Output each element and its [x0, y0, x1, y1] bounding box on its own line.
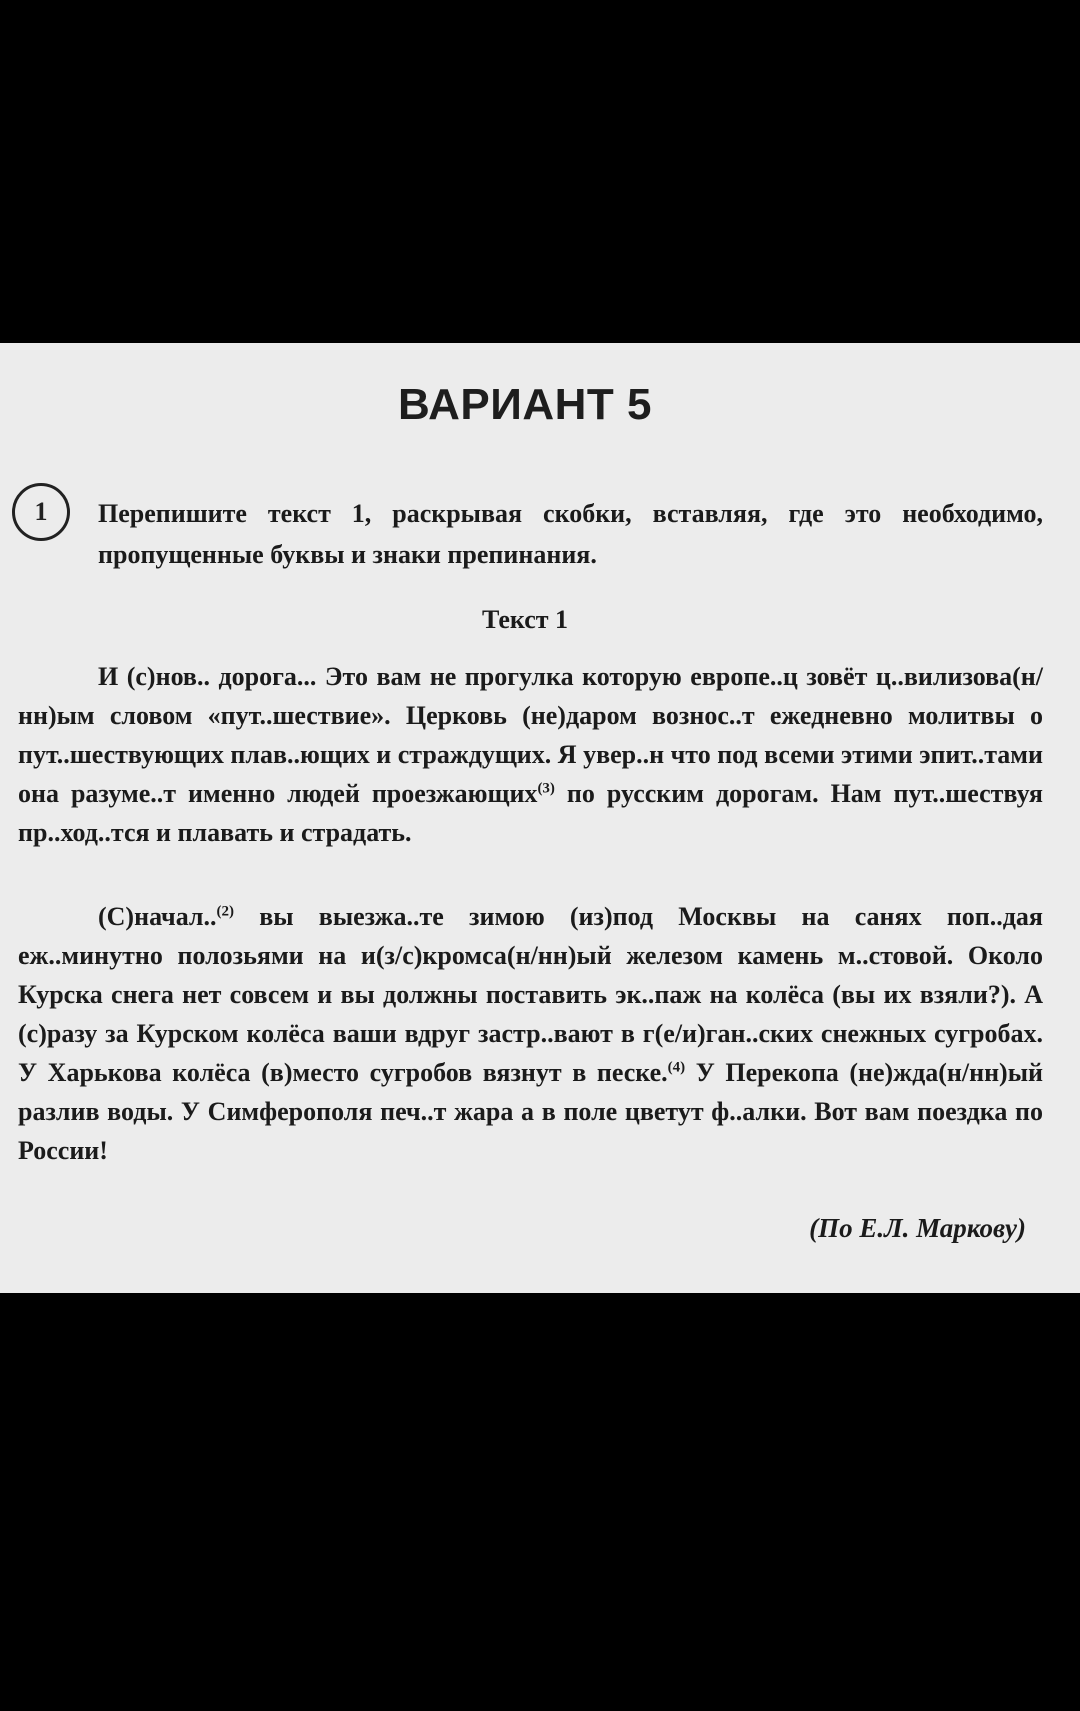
paragraph-2-part-2: вы выезжа..те зимою (из)под Москвы на санях поп..дая еж..минутно полозьями на и(з/с)кромса(н/нн)ый железом камень м..стовой. Около Курска снега нет совсем и вы должны поставить эк..паж на колёса (вы их взяли?). А (с)разу за Курском колёса ваши вдруг застр..вают в г(е/и)ган..ских снежных сугробах. У Харькова колёса (в)место сугробов вязнут в песке. — [18, 902, 1043, 1087]
paragraph-1-part-1: И (с)нов.. дорога... Это вам не прогулка которую европе..ц зовёт ц..вилизова(н/нн)ым словом «пут..шествие». Церковь (не)даром вознос..т ежедневно молитвы о пут..шествующих плав..ющих и страждущих. Я увер..н что под всеми этими эпит..тами она разуме..т именно людей проезжающих — [18, 662, 1043, 808]
variant-title: ВАРИАНТ 5 — [398, 380, 652, 429]
text-paragraph-1 — [18, 657, 1043, 852]
text-paragraph-2 — [18, 897, 1043, 1170]
footnote-4: (4) — [667, 1059, 686, 1076]
task-instruction: Перепишите текст 1, раскрывая скобки, вставляя, где это необходимо, пропущенные буквы и знаки препинания. — [98, 499, 1043, 569]
textbook-page — [0, 343, 1080, 1293]
footnote-2: (2) — [216, 903, 235, 920]
task-number-badge: 1 — [12, 483, 70, 541]
paragraph-1-part-2: по русским дорогам. Нам пут..шествуя пр..ход..тся и плавать и страдать. — [18, 779, 1043, 847]
footnote-3: (3) — [537, 780, 555, 797]
paragraph-2-part-3: У Перекопа (не)жда(н/нн)ый разлив воды. У Симферополя печ..т жара а в поле цветут ф..алки. Вот вам поездка по России! — [18, 1058, 1043, 1165]
author-attribution: (По Е.Л. Маркову) — [809, 1213, 1026, 1243]
paragraph-2-part-1: (С)начал.. — [98, 902, 217, 931]
text-title: Текст 1 — [481, 605, 569, 634]
